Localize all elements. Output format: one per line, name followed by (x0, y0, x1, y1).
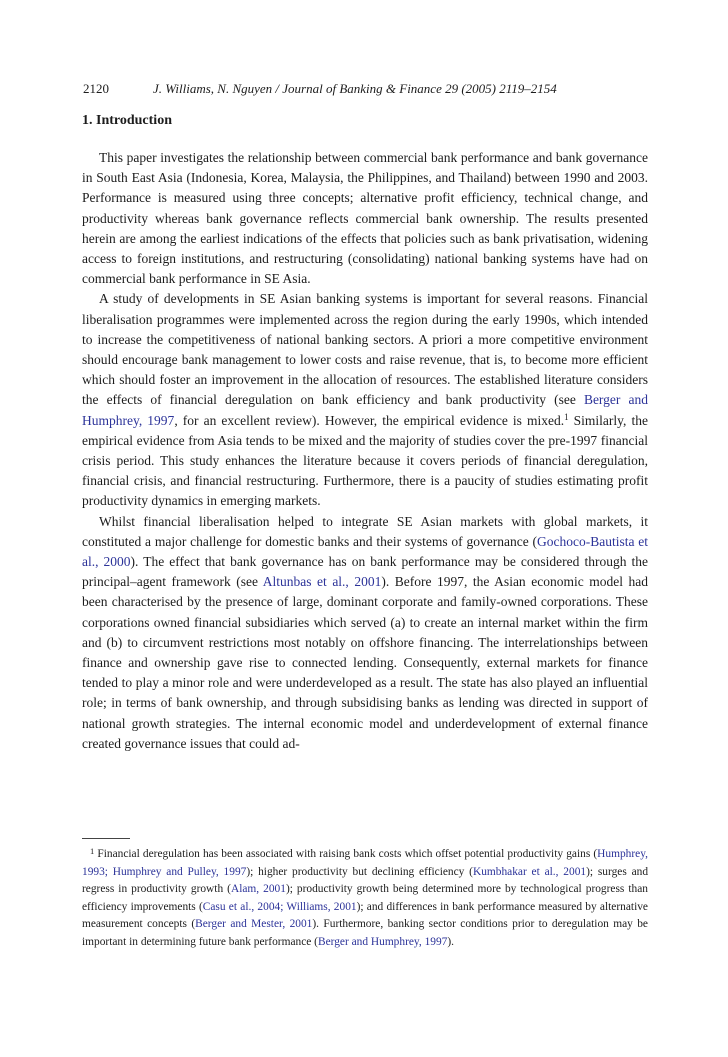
text-run: ); surges and regress in productivity growth ( (82, 865, 649, 896)
text-run: ); higher productivity but declining efficiency ( (246, 865, 473, 878)
footnote-area (82, 838, 648, 952)
text-run: ). (447, 935, 455, 948)
paragraph-3 (82, 512, 648, 754)
citation-link[interactable]: Alam, 2001 (230, 883, 286, 896)
paragraph-2 (82, 289, 648, 511)
text-run: ). The effect that bank governance has on bank performance may be considered through the principal–agent framework (see (82, 554, 648, 590)
text-run: A study of developments in SE Asian banking systems is important for several reasons. Financial liberalisation programmes were implemented across the region during the early 1990s, which intended to increase the competitiveness of national banking sectors. A priori a more competitive environment should encourage bank management to lower costs and raise revenue, that is, to become more efficient which should foster an improvement in the allocation of resources. The established literature considers the effects of financial deregulation on bank efficiency and bank productivity (see (82, 291, 648, 408)
citation-link[interactable]: Kumbhakar et al., 2001 (472, 865, 587, 878)
citation-link[interactable]: Altunbas et al., 2001 (262, 574, 382, 590)
text-run: , for an excellent review). However, the empirical evidence is mixed. (174, 412, 565, 428)
citation-link[interactable]: Casu et al., 2004; Williams, 2001 (202, 900, 357, 913)
article-body (82, 148, 648, 754)
text-run: Similarly, the empirical evidence from Asia tends to be mixed and the majority of studies cover the pre-1997 financial crisis period. This study enhances the literature because it covers periods of financial deregulation, financial crisis, and financial restructuring. Furthermore, there is a paucity of studies estimating profit productivity dynamics in emerging markets. (82, 412, 648, 509)
paragraph-1 (82, 148, 648, 289)
text-run: ). Furthermore, banking sector conditions prior to deregulation may be important in determining future bank performance ( (82, 918, 648, 948)
footnote-ref[interactable]: 1 (564, 412, 569, 423)
text-run: ); and differences in bank performance measured by alternative measurement concepts ( (82, 900, 648, 931)
footnote-1 (82, 846, 648, 952)
text-run: This paper investigates the relationship between commercial bank performance and bank governance in South East Asia (Indonesia, Korea, Malaysia, the Philippines, and Thailand) between 1990 and 2003. Performance is measured using three concepts; alternative profit efficiency, technical change, and productivity whereas bank governance reflects commercial bank ownership. The results presented herein are among the earliest indications of the effects that policies such as bank privatisation, widening access to foreign institutions, and restructuring (consolidating) national banking systems have had on commercial bank performance in SE Asia. (82, 150, 648, 287)
footnote-rule (82, 838, 130, 839)
section-heading: 1. Introduction (82, 113, 172, 128)
text-run: ). Before 1997, the Asian economic model had been characterised by the presence of large, dominant corporate and family-owned corporations. These corporations owned financial subsidiaries which served (a) to create an internal market within the firm and (b) to circumvent restrictions most notably on offshore financing. The interrelationships between finance and ownership gave rise to connected lending. Consequently, external markets for finance tended to play a minor role and were underdeveloped as a result. The state has also played an influential role; in terms of bank ownership, and through subsidising banks as lending was directed in support of national growth strategies. The internal economic model and underdevelopment of external finance created governance issues that could ad- (82, 574, 648, 751)
page-header (83, 81, 648, 97)
page-number: 2120 (83, 81, 109, 96)
citation-link[interactable]: Berger and Humphrey, 1997 (317, 935, 448, 948)
citation-link[interactable]: Berger and Mester, 2001 (195, 918, 313, 931)
citation-link[interactable]: Berger and Humphrey, 1997 (82, 392, 648, 428)
text-run: Financial deregulation has been associated with raising bank costs which offset potential productivity gains ( (94, 848, 598, 860)
text-run: Whilst financial liberalisation helped to integrate SE Asian markets with global markets, it constituted a major challenge for domestic banks and their systems of governance ( (82, 513, 648, 549)
text-run: ); productivity growth being determined more by technological progress than efficiency improvements ( (82, 883, 648, 913)
citation-link[interactable]: Gochoco-Bautista et al., 2000 (82, 533, 649, 570)
running-title: J. Williams, N. Nguyen / Journal of Banking & Finance 29 (2005) 2119–2154 (153, 81, 557, 96)
citation-link[interactable]: Humphrey, 1993; Humphrey and Pulley, 1997 (82, 848, 648, 878)
footnote-ref[interactable]: 1 (90, 845, 95, 856)
